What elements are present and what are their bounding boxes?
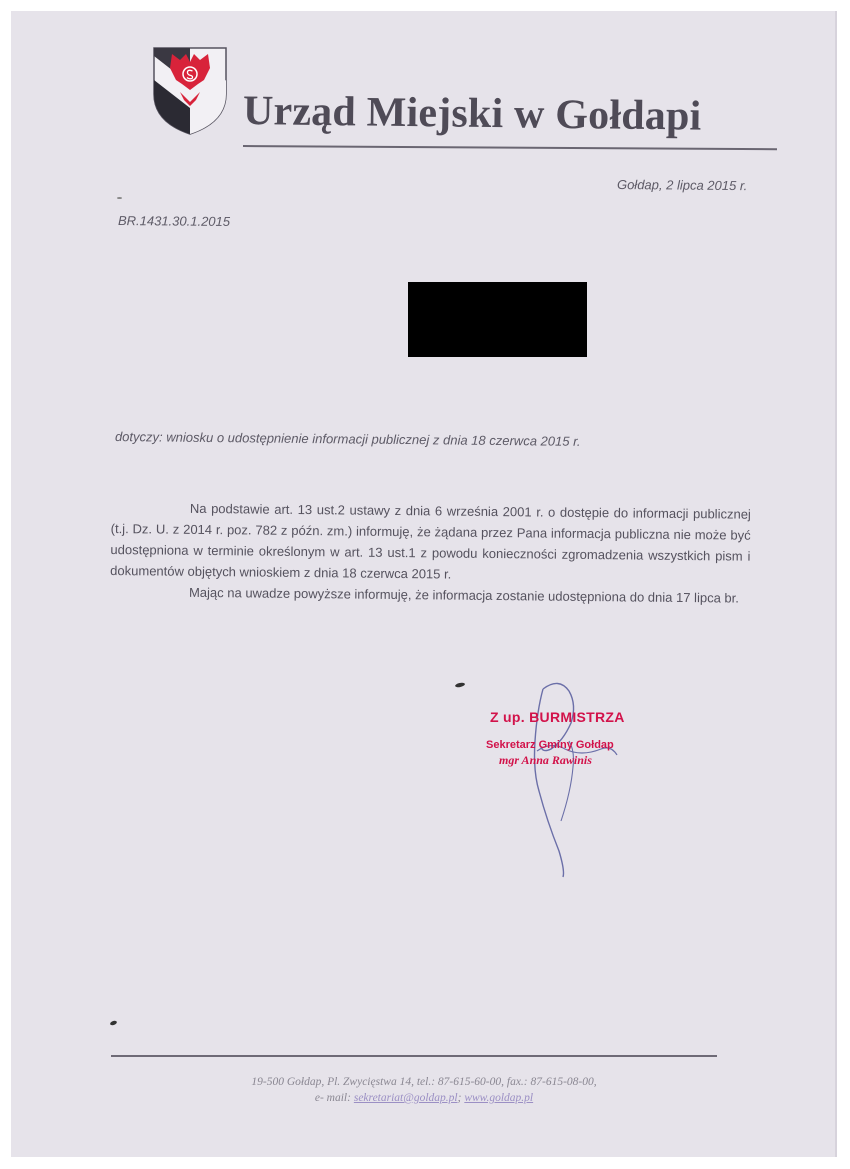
footer-address: 19-500 Gołdap, Pl. Zwycięstwa 14, tel.: 87-615-60-00, fax.: 87-615-08-00, [251,1076,597,1088]
header-divider [243,145,777,150]
coat-of-arms-logo [150,44,230,136]
subject-line: dotyczy: wniosku o udostępnienie informacji publicznej z dnia 18 czerwca 2015 r. [114,429,581,449]
stamp-function: Sekretarz Gminy Gołdap [486,739,614,751]
stamp-authorization: Z up. BURMISTRZA [490,709,625,725]
handwritten-signature [451,671,671,881]
letter-body [110,497,751,609]
body-paragraph-2: Mając na uwadze powyższe informuję, że informacja zostanie udostępniona do dnia 17 lipca br. [188,584,739,606]
scan-edge [835,11,837,1157]
redacted-addressee [408,282,587,357]
footer-divider [111,1055,717,1057]
footer-email-label: e- mail: [314,1092,351,1104]
reference-number: BR.1431.30.1.2015 [117,213,231,229]
footer-website-link[interactable]: www.goldap.pl [464,1092,534,1104]
body-paragraph-1: Na podstawie art. 13 ust.2 ustawy z dnia 6 września 2001 r. o dostępie do informacji publicznej (t.j. Dz. U. z 2014 r. poz. 782 z późn. zm.) informuję, że żądana przez Pana informacja publiczna nie może być udostępniona w terminie określonym w art. 13 ust.1 z powodu konieczności zgromadzenia wszystkich pism i dokumentów objętych wnioskiem z dnia 18 czerwca 2015 r. [110,500,751,582]
document-page [11,11,837,1157]
office-name-heading: Urząd Miejski w Gołdapi [242,88,702,140]
place-and-date: Gołdap, 2 lipca 2015 r. [616,177,748,194]
scan-speck [110,1020,118,1026]
footer-contact [11,1092,837,1104]
scan-speck [117,197,122,199]
footer-separator: ; [457,1092,462,1104]
footer-email-link[interactable]: sekretariat@goldap.pl [353,1092,458,1104]
stamp-signatory-name: mgr Anna Rawinis [499,753,592,767]
